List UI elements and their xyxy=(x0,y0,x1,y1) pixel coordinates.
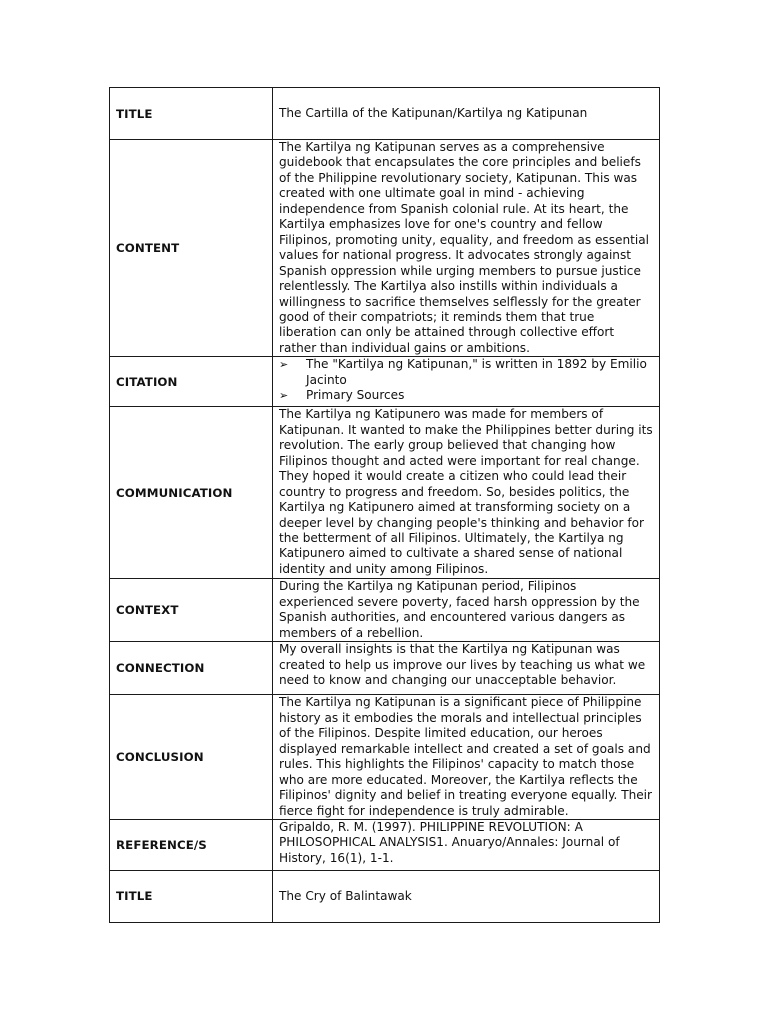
row-citation xyxy=(110,357,660,407)
row-label: TITLE xyxy=(110,870,273,922)
row-content xyxy=(110,140,660,357)
citation-text: Primary Sources xyxy=(306,388,405,403)
row-label: COMMUNICATION xyxy=(110,407,273,579)
row-value: The Kartilya ng Katipunan serves as a comprehensive guidebook that encapsulates the core principles and beliefs of the Philippine revolutionary society, Katipunan. This was created with one ultimate goal in mind - achieving independence from Spanish colonial rule. At its heart, the Kartilya emphasizes love for one's country and fellow Filipinos, promoting unity, equality, and freedom as essential values for national progress. It advocates strongly against Spanish oppression while urging members to pursue justice relentlessly. The Kartilya also instills within individuals a willingness to sacrifice themselves selflessly for the greater good of their compatriots; it reminds them that true liberation can only be attained through collective effort rather than individual gains or ambitions. xyxy=(273,140,660,357)
row-value: The Cry of Balintawak xyxy=(273,870,660,922)
row-label: CONCLUSION xyxy=(110,695,273,820)
citation-text: The "Kartilya ng Katipunan," is written in 1892 by Emilio Jacinto xyxy=(306,357,647,387)
list-item xyxy=(279,357,654,388)
citation-list xyxy=(279,357,654,403)
row-value xyxy=(273,357,660,407)
row-value: The Cartilla of the Katipunan/Kartilya ng Katipunan xyxy=(273,88,660,140)
list-item xyxy=(279,388,654,403)
worksheet-table xyxy=(109,87,660,923)
row-references xyxy=(110,819,660,870)
row-label: TITLE xyxy=(110,88,273,140)
row-communication xyxy=(110,407,660,579)
row-label: CONTENT xyxy=(110,140,273,357)
row-label: REFERENCE/S xyxy=(110,819,273,870)
row-value: My overall insights is that the Kartilya ng Katipunan was created to help us improve our lives by teaching us what we need to know and changing our unacceptable behavior. xyxy=(273,642,660,695)
row-context xyxy=(110,579,660,642)
row-label: CONNECTION xyxy=(110,642,273,695)
row-conclusion xyxy=(110,695,660,820)
row-value: During the Kartilya ng Katipunan period, Filipinos experienced severe poverty, faced harsh oppression by the Spanish authorities, and encountered various dangers as members of a rebellion. xyxy=(273,579,660,642)
row-value: The Kartilya ng Katipunero was made for members of Katipunan. It wanted to make the Philippines better during its revolution. The early group believed that changing how Filipinos thought and acted were important for real change. They hoped it would create a citizen who could lead their country to progress and freedom. So, besides politics, the Kartilya ng Katipunero aimed at transforming society on a deeper level by changing people's thinking and behavior for the betterment of all Filipinos. Ultimately, the Kartilya ng Katipunero aimed to cultivate a shared sense of national identity and unity among Filipinos. xyxy=(273,407,660,579)
row-title xyxy=(110,88,660,140)
row-label: CONTEXT xyxy=(110,579,273,642)
row-value: Gripaldo, R. M. (1997). PHILIPPINE REVOLUTION: A PHILOSOPHICAL ANALYSIS1. Anuaryo/Annales: Journal of History, 16(1), 1-1. xyxy=(273,819,660,870)
row-connection xyxy=(110,642,660,695)
row-value: The Kartilya ng Katipunan is a significant piece of Philippine history as it embodies the morals and intellectual principles of the Filipinos. Despite limited education, our heroes displayed remarkable intellect and created a set of goals and rules. This highlights the Filipinos' capacity to match those who are more educated. Moreover, the Kartilya reflects the Filipinos' dignity and belief in treating everyone equally. Their fierce fight for independence is truly admirable. xyxy=(273,695,660,820)
row-label: CITATION xyxy=(110,357,273,407)
arrow-bullet-icon: ➢ xyxy=(279,389,289,403)
row-title xyxy=(110,870,660,922)
arrow-bullet-icon: ➢ xyxy=(279,358,289,372)
